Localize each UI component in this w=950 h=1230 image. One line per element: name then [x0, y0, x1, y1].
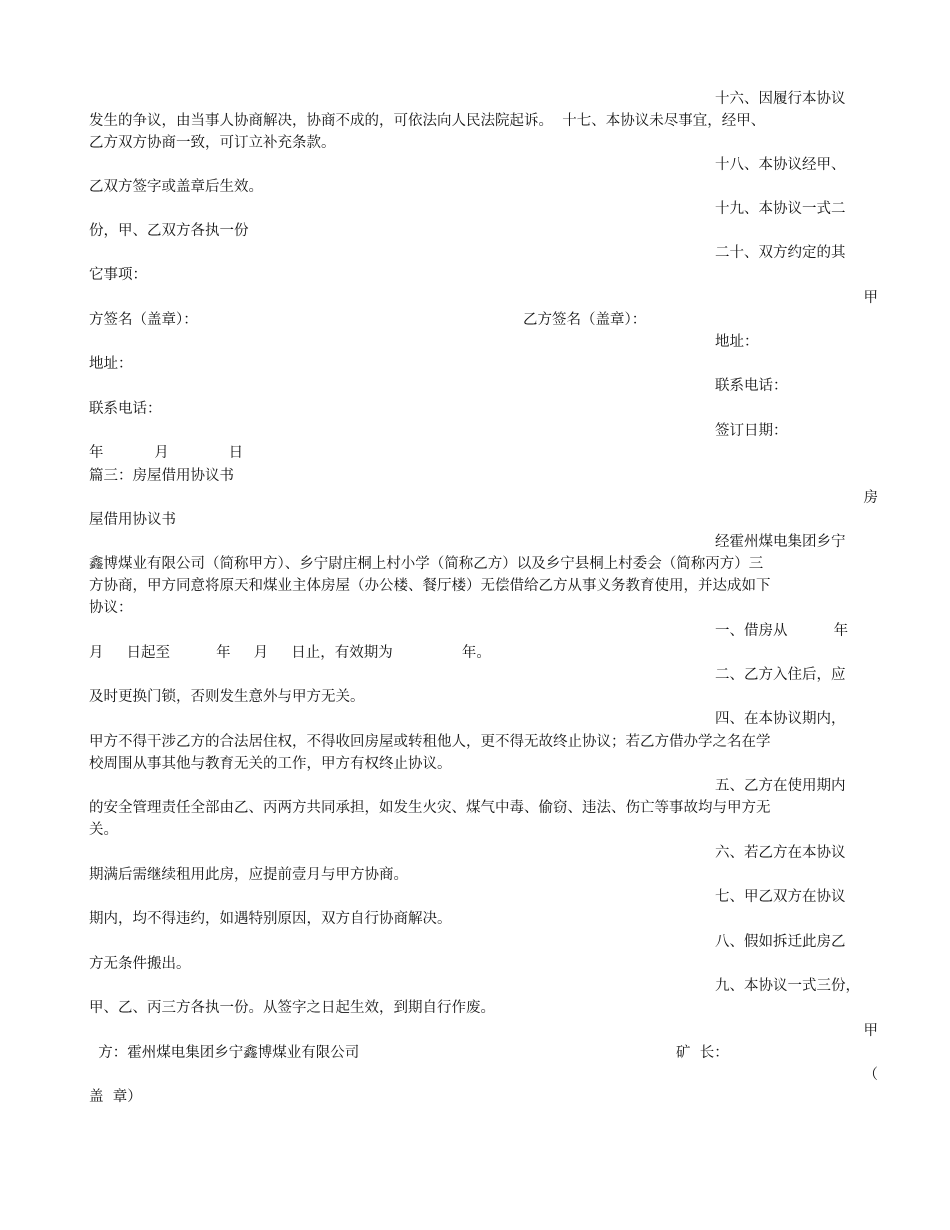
text-line: 二十、双方约定的其	[715, 245, 846, 261]
text-line: 十六、因履行本协议	[715, 91, 846, 107]
text-line: 六、若乙方在本协议	[715, 845, 846, 861]
text-line: 期满后需继续租用此房，应提前壹月与甲方协商。	[89, 867, 408, 883]
signature-label-party-b: 乙方签名（盖章）：	[523, 312, 647, 328]
text-line: 鑫博煤业有限公司（简称甲方）、乡宁尉庄桐上村小学（简称乙方）以及乡宁县桐上村委会（简称丙方）三	[89, 556, 764, 572]
text-line: 协议：	[89, 600, 133, 616]
address-label: 地址：	[715, 334, 759, 350]
text-line: 乙双方签字或盖章后生效。	[89, 179, 263, 195]
text-line: 二、乙方入住后，应	[715, 667, 846, 683]
text-line: 甲	[863, 1023, 878, 1039]
text-line: 的安全管理责任全部由乙、丙两方共同承担，如发生火灾、煤气中毒、偷窃、违法、伤亡等事故均与甲方无	[89, 800, 771, 816]
text-line: 方无条件搬出。	[89, 956, 191, 972]
sign-date-label: 签订日期：	[715, 423, 788, 439]
text-line: 五、乙方在使用期内	[715, 778, 846, 794]
phone-label: 联系电话：	[715, 378, 788, 394]
text-line: 一、借房从 年	[715, 623, 849, 639]
party-a-name: 方：霍州煤电集团乡宁鑫博煤业有限公司	[89, 1045, 360, 1061]
text-line: 经霍州煤电集团乡宁	[715, 534, 846, 550]
phone-label: 联系电话：	[89, 401, 162, 417]
text-line: 八、假如拆迁此房乙	[715, 934, 846, 950]
text-line: 甲	[863, 290, 878, 306]
section-heading: 篇三：房屋借用协议书	[89, 468, 234, 484]
text-line: 甲方不得干涉乙方的合法居住权，不得收回房屋或转租他人，更不得无故终止协议；若乙方借办学之名在学	[89, 734, 771, 750]
text-line: 甲、乙、丙三方各执一份。从签字之日起生效，到期自行作废。	[89, 1000, 495, 1016]
mine-director-label: 矿 长：	[676, 1045, 729, 1061]
text-line: 七、甲乙双方在协议	[715, 889, 846, 905]
text-line: 及时更换门锁，否则发生意外与甲方无关。	[89, 689, 365, 705]
text-line: 发生的争议，由当事人协商解决，协商不成的，可依法向人民法院起诉。 十七、本协议未尽事宜，经甲、	[89, 113, 766, 129]
text-line: 月 日起至 年 月 日止，有效期为 年。	[89, 645, 491, 661]
text-line: 九、本协议一式三份，	[715, 978, 860, 994]
text-line: 关。	[89, 822, 118, 838]
text-line: 四、在本协议期内，	[715, 711, 846, 727]
text-line: 期内，均不得违约，如遇特别原因，双方自行协商解决。	[89, 911, 452, 927]
text-line: 份，甲、乙双方各执一份	[89, 223, 249, 239]
date-fields: 年 月 日	[89, 445, 244, 461]
seal-label: 盖 章）	[89, 1089, 142, 1105]
text-line: （	[863, 1067, 878, 1083]
text-line: 十九、本协议一式二	[715, 201, 846, 217]
signature-label-party-a: 方签名（盖章）：	[89, 312, 198, 328]
text-line: 房	[863, 490, 878, 506]
address-label: 地址：	[89, 356, 133, 372]
text-line: 它事项：	[89, 267, 147, 283]
text-line: 校周围从事其他与教育无关的工作，甲方有权终止协议。	[89, 756, 452, 772]
text-line: 十八、本协议经甲、	[715, 157, 846, 173]
text-line: 方协商，甲方同意将原天和煤业主体房屋（办公楼、餐厅楼）无偿借给乙方从事义务教育使用，并达成如下	[89, 578, 771, 594]
text-line: 乙方双方协商一致，可订立补充条款。	[89, 135, 336, 151]
text-line: 屋借用协议书	[89, 512, 176, 528]
